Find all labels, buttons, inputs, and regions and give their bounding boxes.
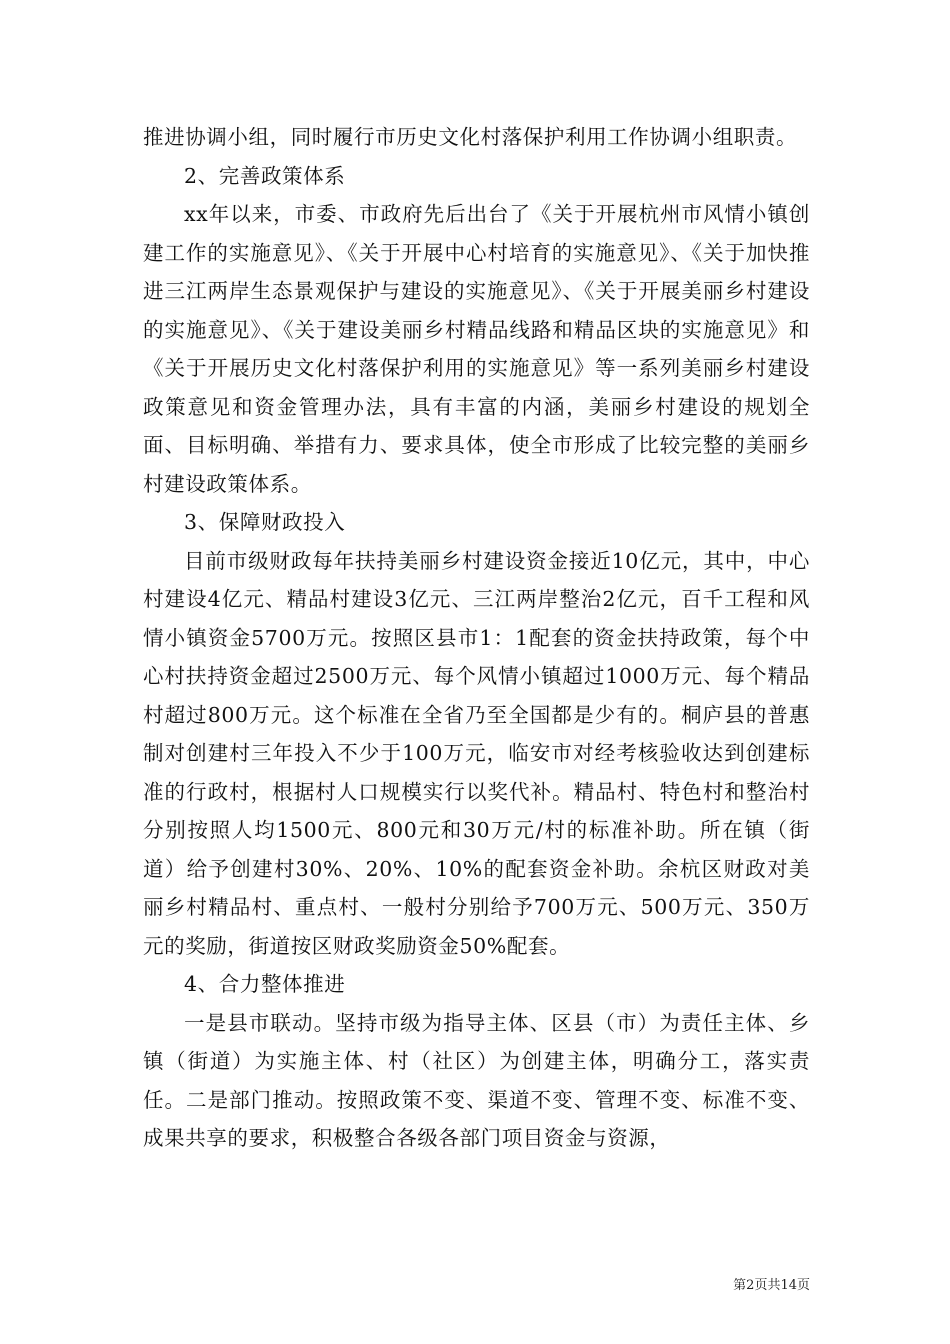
- page-number-footer: 第2页共14页: [733, 1278, 810, 1293]
- paragraph-joint-promotion: 一是县市联动。坚持市级为指导主体、区县（市）为责任主体、乡镇（街道）为实施主体、村（社区）为创建主体，明确分工，落实责任。二是部门推动。按照政策不变、渠道不变、管理不变、标准不变、成果共享的要求，积极整合各级各部门项目资金与资源，: [143, 1010, 810, 1150]
- paragraph-continuation: 推进协调小组，同时履行市历史文化村落保护利用工作协调小组职责。: [143, 125, 798, 149]
- paragraph-policy-system: xx年以来，市委、市政府先后出台了《关于开展杭州市风情小镇创建工作的实施意见》、《关于开展中心村培育的实施意见》、《关于加快推进三江两岸生态景观保护与建设的实施意见》、《关于开展美丽乡村建设的实施意见》、《关于建设美丽乡村精品线路和精品区块的实施意见》和《关于开展历史文化村落保护利用的实施意见》等一系列美丽乡村建设政策意见和资金管理办法，具有丰富的内涵，美丽乡村建设的规划全面、目标明确、举措有力、要求具体，使全市形成了比较完整的美丽乡村建设政策体系。: [143, 202, 810, 496]
- section-heading-4: 4、合力整体推进: [184, 972, 346, 996]
- document-body: [143, 118, 810, 1158]
- paragraph-financial-input: 目前市级财政每年扶持美丽乡村建设资金接近10亿元，其中，中心村建设4亿元、精品村建设3亿元、三江两岸整治2亿元，百千工程和风情小镇资金5700万元。按照区县市1：1配套的资金扶持政策，每个中心村扶持资金超过2500万元、每个风情小镇超过1000万元、每个精品村超过800万元。这个标准在全省乃至全国都是少有的。桐庐县的普惠制对创建村三年投入不少于100万元，临安市对经考核验收达到创建标准的行政村，根据村人口规模实行以奖代补。精品村、特色村和整治村分别按照人均1500元、800元和30万元/村的标准补助。所在镇（街道）给予创建村30%、20%、10%的配套资金补助。余杭区财政对美丽乡村精品村、重点村、一般村分别给予700万元、500万元、350万元的奖励，街道按区财政奖励资金50%配套。: [143, 548, 810, 958]
- section-heading-3: 3、保障财政投入: [184, 510, 346, 534]
- section-heading-2: 2、完善政策体系: [184, 163, 346, 188]
